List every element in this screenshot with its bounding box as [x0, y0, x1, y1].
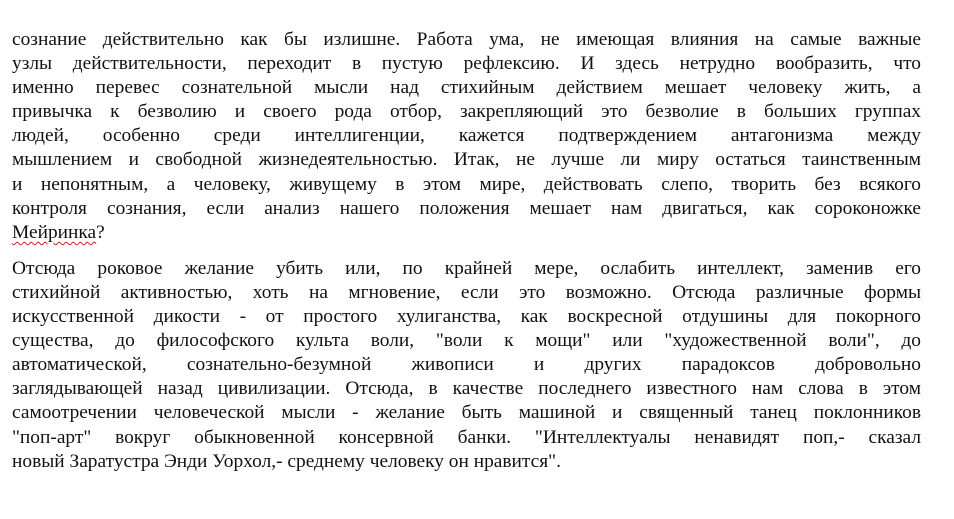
paragraph-1 — [12, 28, 921, 245]
text-line: мышлением и свободной жизнедеятельностью. Итак, не лучше ли миру остаться таинственным — [12, 149, 921, 171]
text-line: самоотречении человеческой мысли - желание быть машиной и священный танец поклонников — [12, 402, 921, 424]
text-line: автоматической, сознательно-безумной живописи и других парадоксов добровольно — [12, 354, 921, 376]
text-line: новый Заратустра Энди Уорхол,- среднему человеку он нравится". — [12, 450, 561, 472]
text-line: Отсюда роковое желание убить или, по крайней мере, ослабить интеллект, заменив его — [12, 257, 921, 279]
text-line: заглядывающей назад цивилизации. Отсюда, в качестве последнего известного нам слова в этом — [12, 378, 921, 400]
text-line: искусственной дикости - от простого хулиганства, как воскресной отдушины для покорного — [12, 306, 921, 328]
document-page — [12, 28, 921, 474]
text-line: стихийной активностью, хоть на мгновение, если это возможно. Отсюда различные формы — [12, 281, 921, 303]
text-line: "поп-арт" вокруг обыкновенной консервной банки. "Интеллектуалы ненавидят поп,- сказал — [12, 426, 921, 448]
text-line: привычка к безволию и своего рода отбор, закрепляющий это безволие в больших группах — [12, 101, 921, 123]
punctuation: ? — [96, 221, 105, 243]
text-line: узлы действительности, переходит в пустую рефлексию. И здесь нетрудно вообразить, что — [12, 53, 921, 75]
paragraph-2 — [12, 257, 921, 474]
text-line: и непонятным, а человеку, живущему в этом мире, действовать слепо, творить без всякого — [12, 173, 921, 195]
misspelled-word[interactable]: Мейринка — [12, 221, 97, 243]
text-line — [12, 221, 921, 245]
text-line: существа, до философского культа воли, "воли к мощи" или "художественной воли", до — [12, 330, 921, 352]
text-line: именно перевес сознательной мысли над стихийным действием мешает человеку жить, а — [12, 77, 921, 99]
text-line: людей, особенно среди интеллигенции, кажется подтверждением антагонизма между — [12, 125, 921, 147]
text-line: контроля сознания, если анализ нашего положения мешает нам двигаться, как сороконожке — [12, 197, 921, 219]
text-line: сознание действительно как бы излишне. Работа ума, не имеющая влияния на самые важные — [12, 29, 921, 50]
